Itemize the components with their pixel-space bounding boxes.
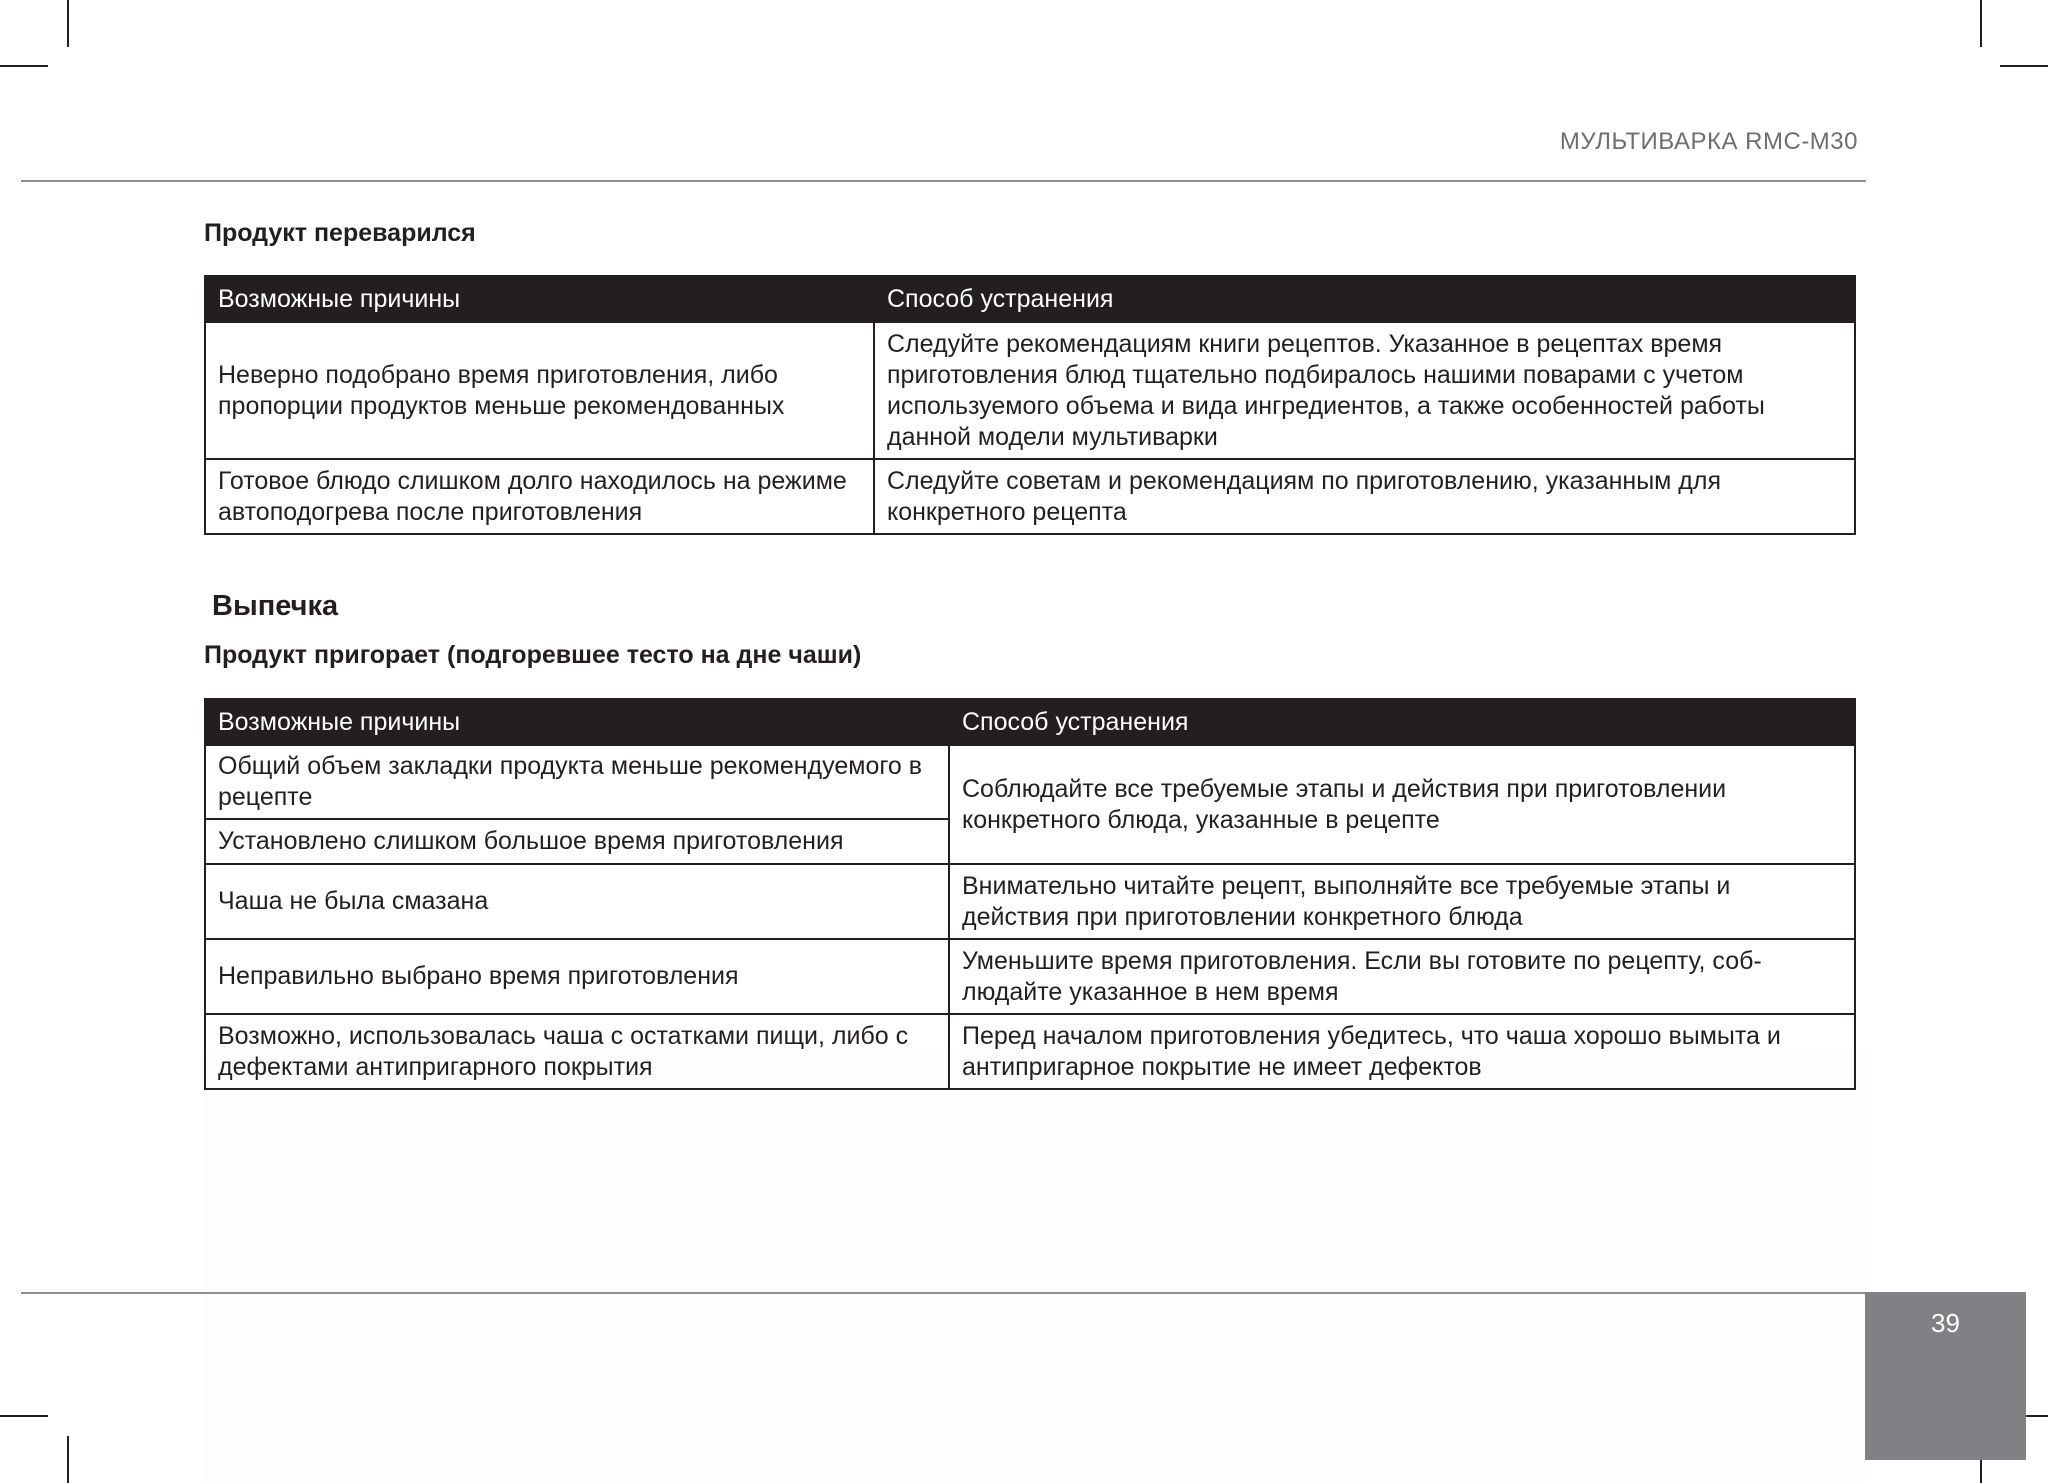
table-row [205, 864, 1855, 939]
page-background-shade [205, 1050, 1865, 1483]
header-title: МУЛЬТИВАРКА RMC-M30 [1559, 128, 1858, 155]
remedy-cell: Уменьшите время приготовления. Если вы готовите по рецепту, соб-людайте указанное в нем время [949, 939, 1855, 1014]
remedy-cell: Следуйте советам и рекомендациям по приготовлению, указанным для конкретного рецепта [874, 459, 1855, 534]
table-header-row [205, 699, 1855, 745]
cause-cell: Неверно подобрано время приготовления, либо пропорции продуктов меньше рекомендованных [205, 322, 874, 459]
crop-mark [67, 1436, 69, 1483]
cause-cell: Возможно, использовалась чаша с остатками пищи, либо с дефектами антипригарного покрытия [205, 1014, 949, 1089]
cause-cell: Установлено слишком большое время приготовления [205, 819, 949, 864]
table-overcooked [204, 275, 1856, 535]
crop-mark [0, 65, 48, 67]
cause-cell: Общий объем закладки продукта меньше рекомендуемого в рецепте [205, 745, 949, 819]
page-number: 39 [1931, 1308, 1960, 1338]
crop-mark [0, 1415, 48, 1417]
table-row [205, 1014, 1855, 1089]
remedy-cell: Соблюдайте все требуемые этапы и действия при приготовлении конкретного блюда, указанные в рецепте [949, 745, 1855, 864]
cause-cell: Готовое блюдо слишком долго находилось на режиме автоподогрева после приготовления [205, 459, 874, 534]
table-row [205, 322, 1855, 459]
table-row [205, 745, 1855, 819]
section2-title: Выпечка [212, 590, 339, 622]
cause-cell: Чаша не была смазана [205, 864, 949, 939]
crop-mark [1980, 0, 1982, 47]
page-number-box [1865, 1292, 2026, 1460]
section2-subtitle: Продукт пригорает (подгоревшее тесто на дне чаши) [204, 641, 862, 669]
column-header-remedy: Способ устранения [949, 699, 1855, 745]
crop-mark [67, 0, 69, 47]
table-row [205, 939, 1855, 1014]
header-divider [21, 180, 1866, 182]
remedy-cell: Следуйте рекомендациям книги рецептов. Указанное в рецептах время приготовления блюд тщательно подбиралось нашими поварами с учетом используемого объема и вида ингредиентов, а также особенностей работы данной модели мультиварки [874, 322, 1855, 459]
table-row [205, 459, 1855, 534]
remedy-cell: Внимательно читайте рецепт, выполняйте все требуемые этапы и действия при приготовлении конкретного блюда [949, 864, 1855, 939]
cause-cell: Неправильно выбрано время приготовления [205, 939, 949, 1014]
table-burning [204, 698, 1856, 1090]
column-header-causes: Возможные причины [205, 699, 949, 745]
section1-subtitle: Продукт переварился [204, 219, 476, 247]
table-header-row [205, 276, 1855, 322]
column-header-causes: Возможные причины [205, 276, 874, 322]
column-header-remedy: Способ устранения [874, 276, 1855, 322]
footer-divider [21, 1292, 1866, 1294]
crop-mark [2000, 65, 2048, 67]
remedy-cell: Перед началом приготовления убедитесь, что чаша хорошо вымыта и антипригарное покрытие не имеет дефектов [949, 1014, 1855, 1089]
